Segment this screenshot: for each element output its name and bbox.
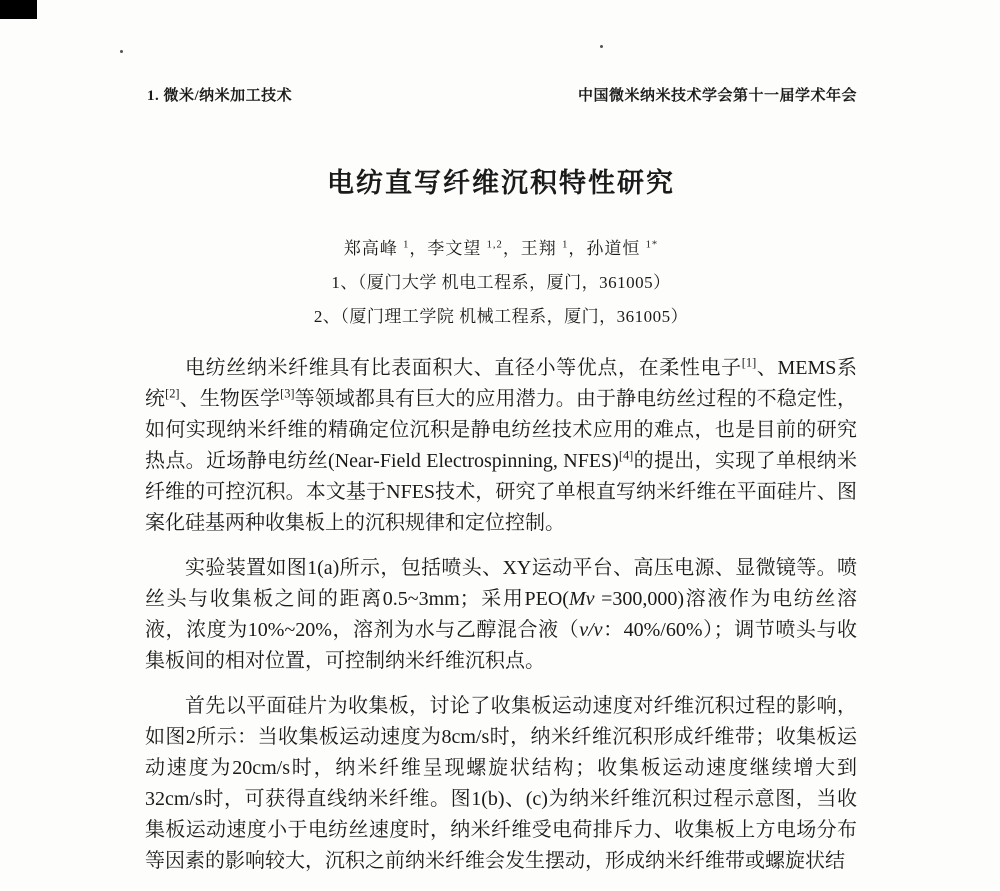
paper-title: 电纺直写纤维沉积特性研究 bbox=[327, 168, 675, 198]
scan-speck bbox=[120, 50, 123, 53]
scan-artifact-top-left bbox=[0, 0, 37, 19]
authors-line: 郑高峰 $^1$，李文望 $^{1,2}$，王翔 $^1$，孙道恒 $^{1*}$ bbox=[343, 239, 659, 258]
document-page bbox=[145, 0, 857, 891]
paragraph-1: 电纺丝纳米纤维具有比表面积大、直径小等优点，在柔性电子[1]、MEMS系统[2]、生物医学[3]等领域都具有巨大的应用潜力。由于静电纺丝过程的不稳定性，如何实现纳米纤维的精确定位沉积是静电纺丝技术应用的难点，也是目前的研究热点。近场静电纺丝(Near-Field Electrospinning, NFES)[4]的提出，实现了单根纳米纤维的可控沉积。本文基于NFES技术，研究了单根直写纳米纤维在平面硅片、图案化硅基两种收集板上的沉积规律和定位控制。 bbox=[145, 355, 858, 534]
header-conference-label: 中国微米纳米技术学会第十一届学术年会 bbox=[577, 88, 857, 104]
paragraph-3: 首先以平面硅片为收集板，讨论了收集板运动速度对纤维沉积过程的影响，如图2所示：当收集板运动速度为8cm/s时，纳米纤维沉积形成纤维带；收集板运动速度为20cm/s时，纳米纤维呈现螺旋状结构；收集板运动速度继续增大到32cm/s时，可获得直线纳米纤维。图1(b)、(c)为纳米纤维沉积过程示意图，当收集板运动速度小于电纺丝速度时，纳米纤维受电荷排斥力、收集板上方电场分布等因素的影响较大，沉积之前纳米纤维会发生摆动，形成纳米纤维带或螺旋状结 bbox=[145, 695, 857, 872]
page-header bbox=[145, 84, 857, 105]
affiliation-2: 2、（厦门理工学院 机械工程系，厦门，361005） bbox=[313, 307, 689, 326]
paragraph-2: 实验装置如图1(a)所示，包括喷头、XY运动平台、高压电源、显微镜等。喷丝头与收集板之间的距离0.5~3mm；采用PEO(Mv =300,000)溶液作为电纺丝溶液，浓度为10%~20%，溶剂为水与乙醇混合液（v/v：40%/60%）；调节喷头与收集板间的相对位置，可控制纳米纤维沉积点。 bbox=[145, 557, 857, 672]
header-section-label: 1. 微米/纳米加工技术 bbox=[147, 88, 293, 104]
paper-body bbox=[145, 353, 857, 877]
affiliation-1: 1、（厦门大学 机电工程系，厦门，361005） bbox=[331, 273, 671, 292]
